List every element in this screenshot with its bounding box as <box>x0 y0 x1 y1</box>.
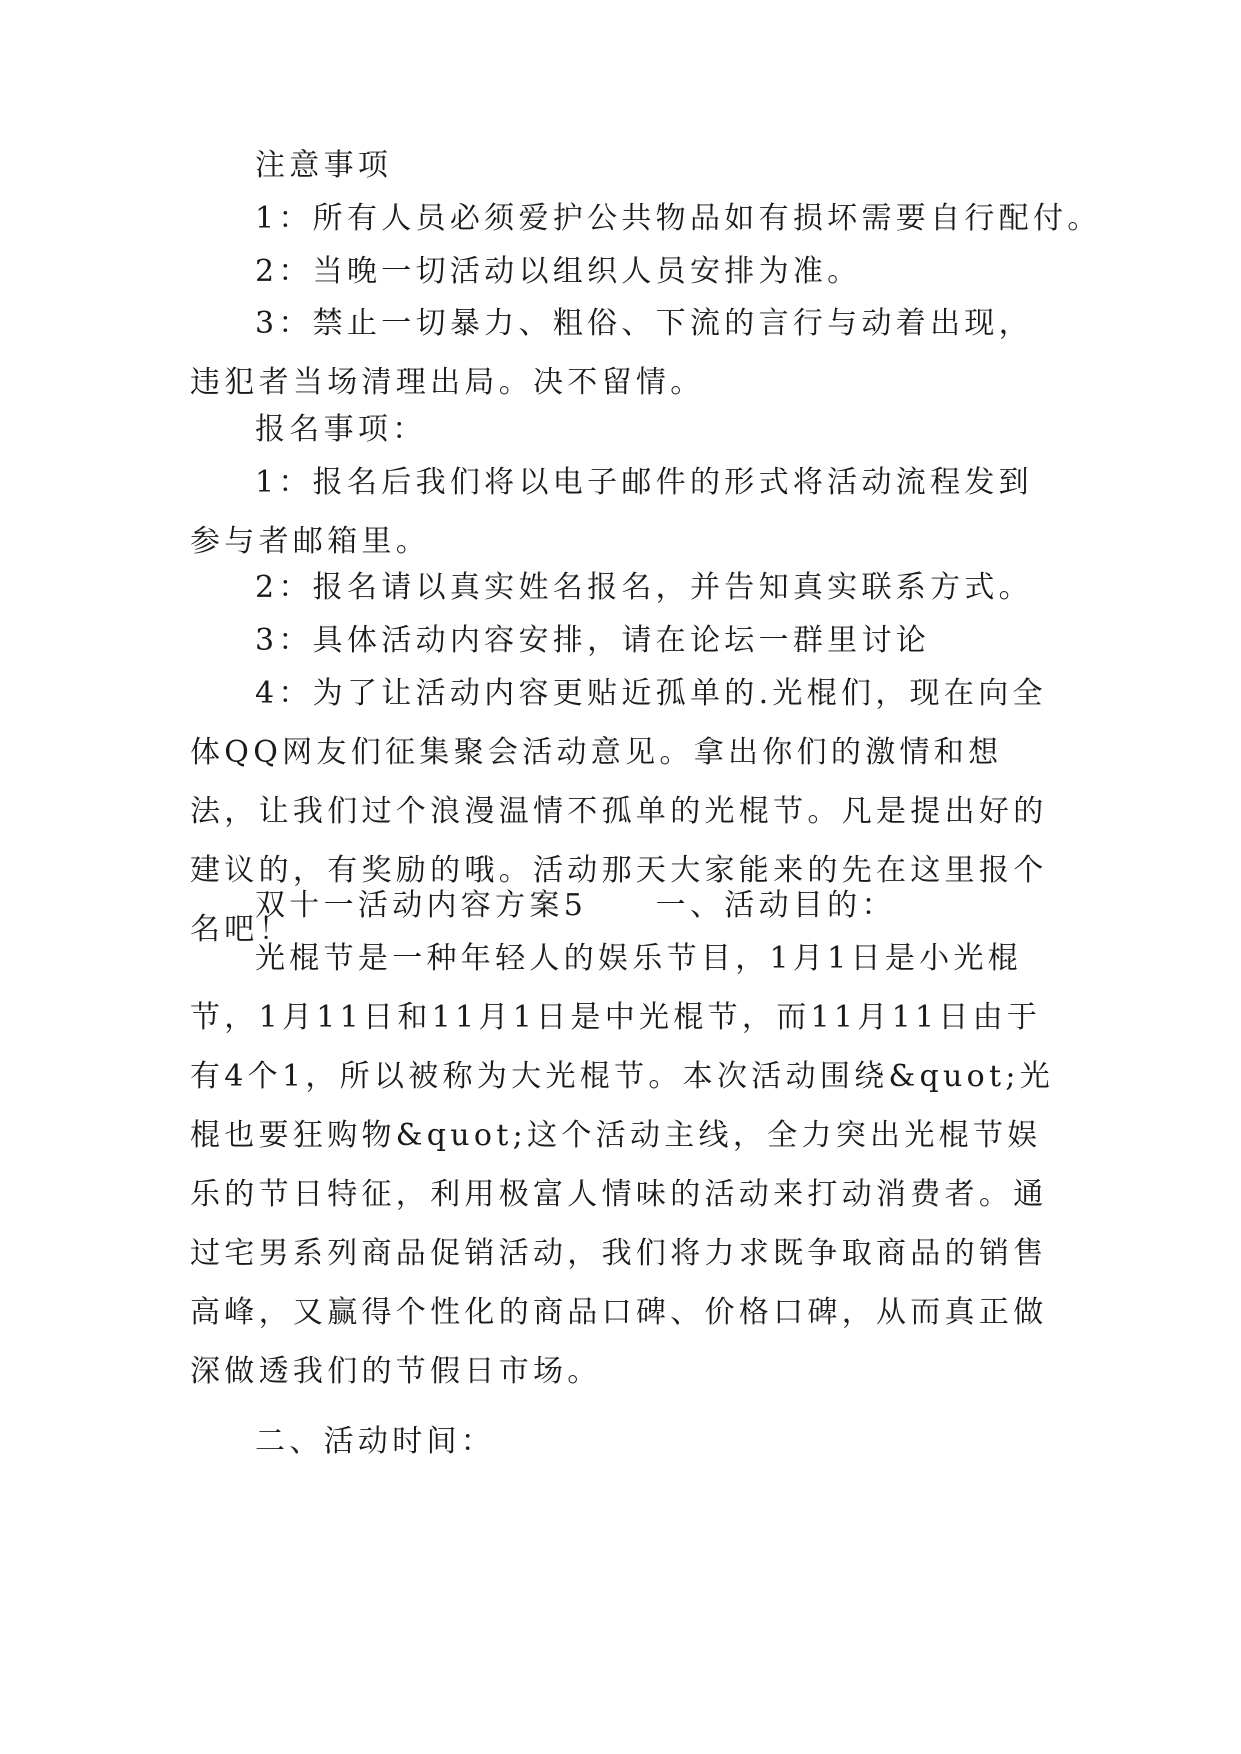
plan-heading: 双十一活动内容方案5 一、活动目的： <box>255 888 896 923</box>
registration-item-1: 1：报名后我们将以电子邮件的形式将活动流程发到参与者邮箱里。 <box>190 465 1033 559</box>
activity-time-heading: 二、活动时间： <box>255 1424 496 1459</box>
notice-heading: 注意事项 <box>255 148 393 183</box>
notice-item-2: 2：当晚一切活动以组织人员安排为准。 <box>255 254 862 289</box>
notice-item-3: 3：禁止一切暴力、粗俗、下流的言行与动着出现，违犯者当场清理出局。决不留情。 <box>190 306 1033 400</box>
registration-item-4: 4：为了让活动内容更贴近孤单的.光棍们，现在向全体QQ网友们征集聚会活动意见。拿出你们的激情和想法，让我们过个浪漫温情不孤单的光棍节。凡是提出好的建议的，有奖励的哦。活动那天大家能来的先在这里报个名吧！ <box>190 676 1048 947</box>
activity-purpose-body: 光棍节是一种年轻人的娱乐节目，1月1日是小光棍节，1月11日和11月1日是中光棍节，而11月11日由于有4个1，所以被称为大光棍节。本次活动围绕&quot;光棍也要狂购物&quot;这个活动主线，全力突出光棍节娱乐的节日特征，利用极富人情味的活动来打动消费者。通过宅男系列商品促销活动，我们将力求既争取商品的销售高峰，又赢得个性化的商品口碑、价格口碑，从而真正做深做透我们的节假日市场。 <box>190 941 1055 1389</box>
registration-item-2: 2：报名请以真实姓名报名，并告知真实联系方式。 <box>255 570 1033 605</box>
registration-item-3: 3：具体活动内容安排，请在论坛一群里讨论 <box>255 623 931 658</box>
notice-item-1: 1：所有人员必须爱护公共物品如有损坏需要自行配付。 <box>255 201 1102 236</box>
registration-heading: 报名事项： <box>255 412 427 447</box>
